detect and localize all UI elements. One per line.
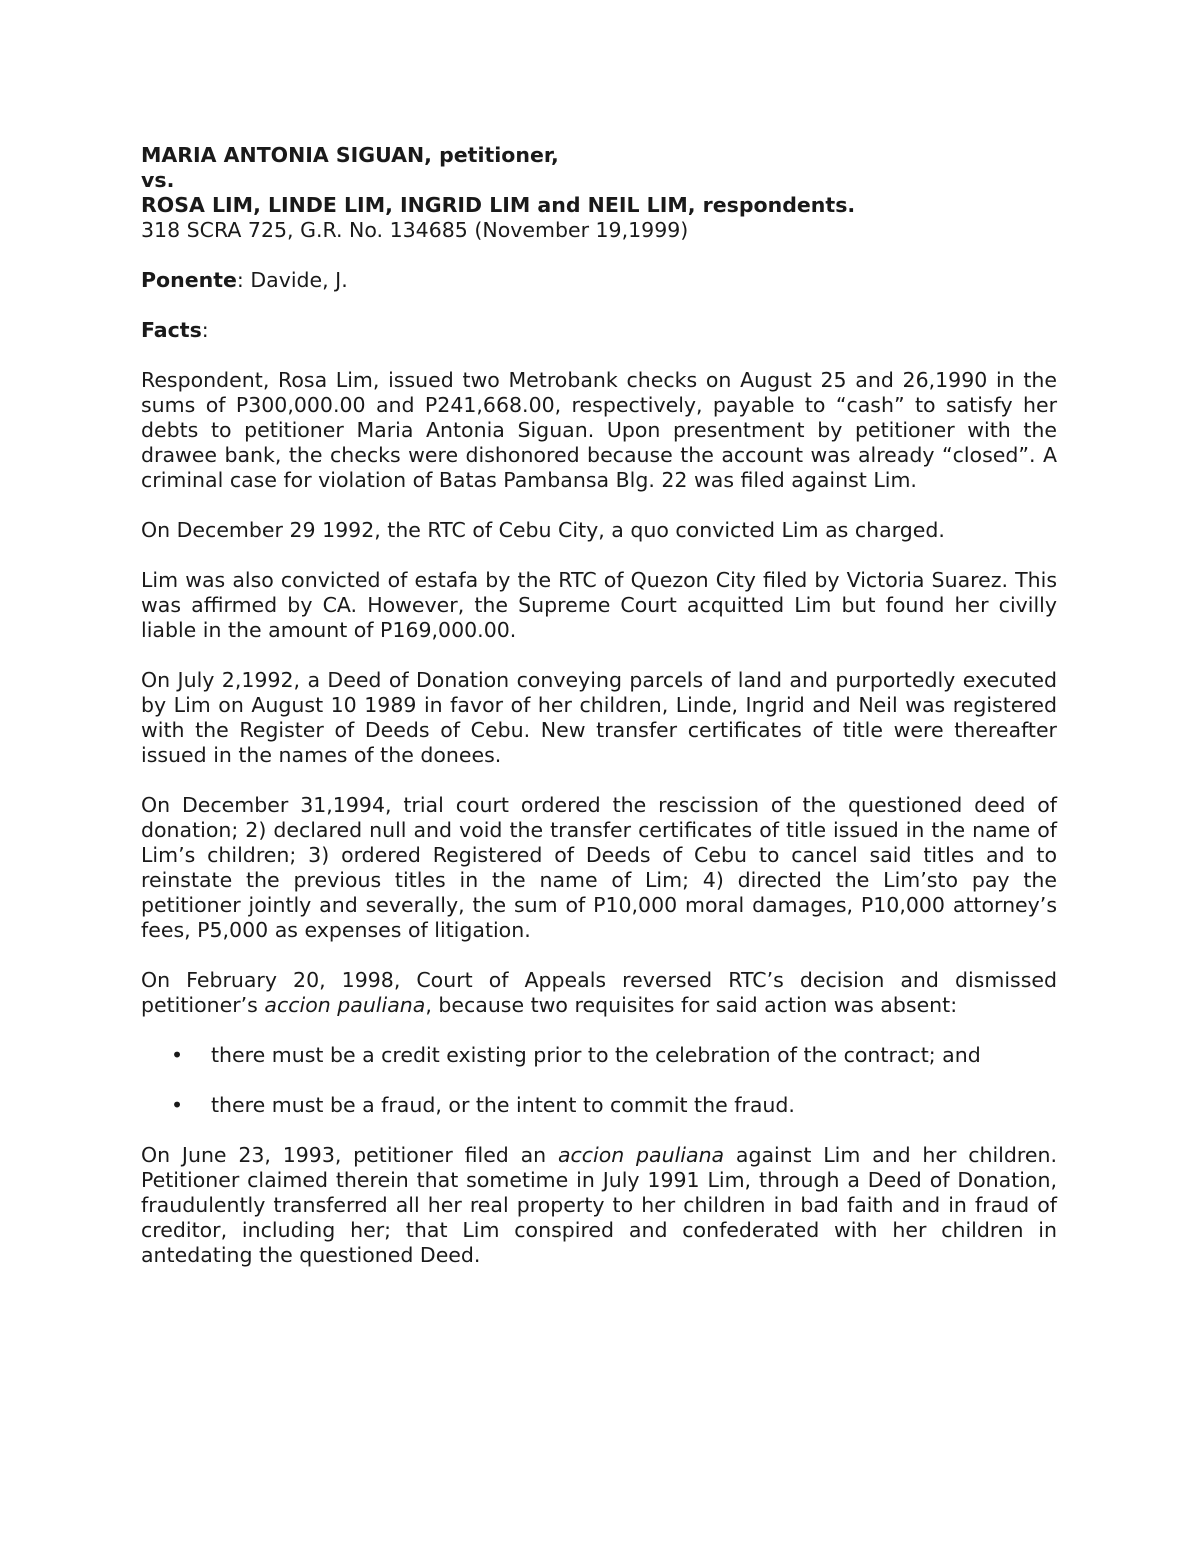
paragraph-7-text-end: against Lim and her children. Petitioner claimed therein that sometime in July 1991 Lim, through a Deed of Donation, fraudulently transferred all her real property to her children in bad faith and in fraud of creditor, including her; that Lim conspired and confederated with her children in antedating the questioned Deed. [141, 1143, 1057, 1267]
facts-label: Facts [141, 318, 202, 342]
spacer [141, 243, 1057, 268]
list-item: • there must be a credit existing prior to the celebration of the contract; and [141, 1043, 1057, 1068]
accion-pauliana-term: accion pauliana [264, 993, 426, 1017]
ponente-separator: : [236, 268, 251, 292]
facts-separator: : [201, 318, 209, 342]
accion-pauliana-term: accion pauliana [557, 1143, 725, 1167]
paragraph-6-text-start: On February 20, 1998, Court of Appeals reversed RTC’s decision and dismissed petitioner’s [141, 968, 1057, 1017]
facts-paragraph-3: Lim was also convicted of estafa by the RTC of Quezon City filed by Victoria Suarez. This was affirmed by CA. However, the Supreme Court acquitted Lim but found her civilly liable in the amount of P169,000.00. [141, 568, 1057, 642]
spacer [141, 1118, 1057, 1143]
facts-paragraph-5: On December 31,1994, trial court ordered the rescission of the questioned deed of donation; 2) declared null and void the transfer certificates of title issued in the name of Lim’s children; 3) ordered Registered of Deeds of Cebu to cancel said titles and to reinstate the previous titles in the name of Lim; 4) directed the Lim’sto pay the petitioner jointly and severally, the sum of P10,000 moral damages, P10,000 attorney’s fees, P5,000 as expenses of litigation. [141, 793, 1057, 942]
ponente-line [141, 268, 1057, 293]
spacer [141, 493, 1057, 518]
case-citation: 318 SCRA 725, G.R. No. 134685 (November 19,1999) [141, 218, 689, 242]
facts-paragraph-6 [141, 968, 1057, 1018]
spacer [141, 1018, 1057, 1043]
facts-paragraph-2: On December 29 1992, the RTC of Cebu City, a quo convicted Lim as charged. [141, 518, 945, 542]
paragraph-7-text-start: On June 23, 1993, petitioner filed an [141, 1143, 558, 1167]
facts-paragraph-1: Respondent, Rosa Lim, issued two Metrobank checks on August 25 and 26,1990 in the sums of P300,000.00 and P241,668.00, respectively, payable to “cash” to satisfy her debts to petitioner Maria Antonia Siguan. Upon presentment by petitioner with the drawee bank, the checks were dishonored because the account was already “closed”. A criminal case for violation of Batas Pambansa Blg. 22 was filed against Lim. [141, 368, 1057, 492]
spacer [141, 343, 1057, 368]
facts-paragraph-7 [141, 1143, 1057, 1268]
paragraph-6-text-end: , because two requisites for said action was absent: [425, 993, 958, 1017]
spacer [141, 943, 1057, 968]
respondents-line: ROSA LIM, LINDE LIM, INGRID LIM and NEIL LIM, respondents. [141, 193, 856, 217]
spacer [141, 768, 1057, 793]
ponente-value: Davide, J. [250, 268, 348, 292]
document-body [141, 143, 1057, 1268]
spacer [141, 643, 1057, 668]
facts-heading [141, 318, 1057, 343]
list-item: • there must be a fraud, or the intent to commit the fraud. [141, 1093, 1057, 1118]
petitioner-line: MARIA ANTONIA SIGUAN, petitioner, [141, 143, 559, 167]
facts-paragraph-4: On July 2,1992, a Deed of Donation conveying parcels of land and purportedly executed by Lim on August 10 1989 in favor of her children, Linde, Ingrid and Neil was registered with the Register of Deeds of Cebu. New transfer certificates of title were thereafter issued in the names of the donees. [141, 668, 1057, 767]
spacer [141, 293, 1057, 318]
requisites-list [141, 1043, 1057, 1118]
spacer [141, 543, 1057, 568]
versus-line: vs. [141, 168, 175, 192]
ponente-label: Ponente [141, 268, 237, 292]
